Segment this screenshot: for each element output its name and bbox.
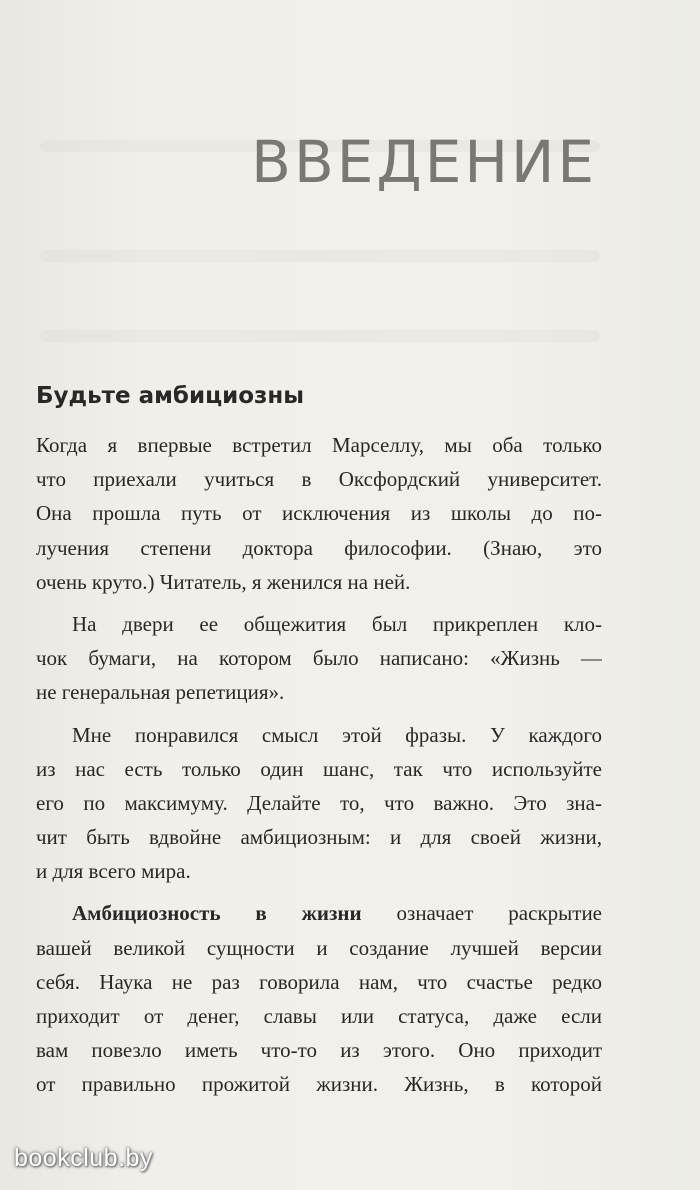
section-heading: Будьте амбициозны: [36, 383, 305, 409]
text-line: Мне понравился смысл этой фразы. У каждого: [72, 722, 602, 747]
chapter-title: ВВЕДЕНИЕ: [251, 128, 597, 196]
text-line: вам повезло иметь что-то из этого. Оно приходит: [36, 1038, 602, 1063]
text-line: не генеральная репетиция».: [36, 680, 285, 705]
text-line: из нас есть только один шанс, так что используйте: [36, 756, 602, 781]
text-line: себя. Наука не раз говорила нам, что счастье редко: [36, 969, 602, 994]
text-line: Когда я впервые встретил Марселлу, мы оба только: [36, 433, 602, 457]
paragraph-gap: [36, 710, 602, 718]
text-line: приходит от денег, славы или статуса, даже если: [36, 1004, 602, 1028]
text-line: На двери ее общежития был прикреплен кло-: [72, 611, 602, 636]
text-line: Она прошла путь от исключения из школы до по-: [36, 501, 602, 526]
text-line: чит быть вдвойне амбициозным: и для своей жизни,: [36, 825, 602, 850]
text-line: и для всего мира.: [36, 859, 191, 884]
text-line: лучения степени доктора философии. (Знаю, это: [36, 535, 602, 560]
text-line: чок бумаги, на котором было написано: «Жизнь —: [36, 646, 602, 671]
paragraph-gap: [36, 888, 602, 896]
text-span: означает раскрытие: [361, 901, 602, 926]
body-text: [36, 428, 602, 1102]
show-through-line: [40, 250, 600, 262]
text-line: его по максимуму. Делайте то, что важно. Это зна-: [36, 790, 602, 815]
text-line: от правильно прожитой жизни. Жизнь, в которой: [36, 1072, 602, 1097]
paragraph-gap: [36, 599, 602, 607]
text-line: что приехали учиться в Оксфордский университет.: [36, 467, 602, 492]
text-line: вашей великой сущности и создание лучшей версии: [36, 935, 602, 960]
watermark: bookclub.by: [14, 1144, 153, 1172]
text-line: [36, 896, 602, 930]
bold-lead-term: Амбициозность в жизни: [72, 901, 362, 926]
text-line: очень круто.) Читатель, я женился на ней.: [36, 569, 411, 594]
show-through-line: [40, 330, 600, 342]
